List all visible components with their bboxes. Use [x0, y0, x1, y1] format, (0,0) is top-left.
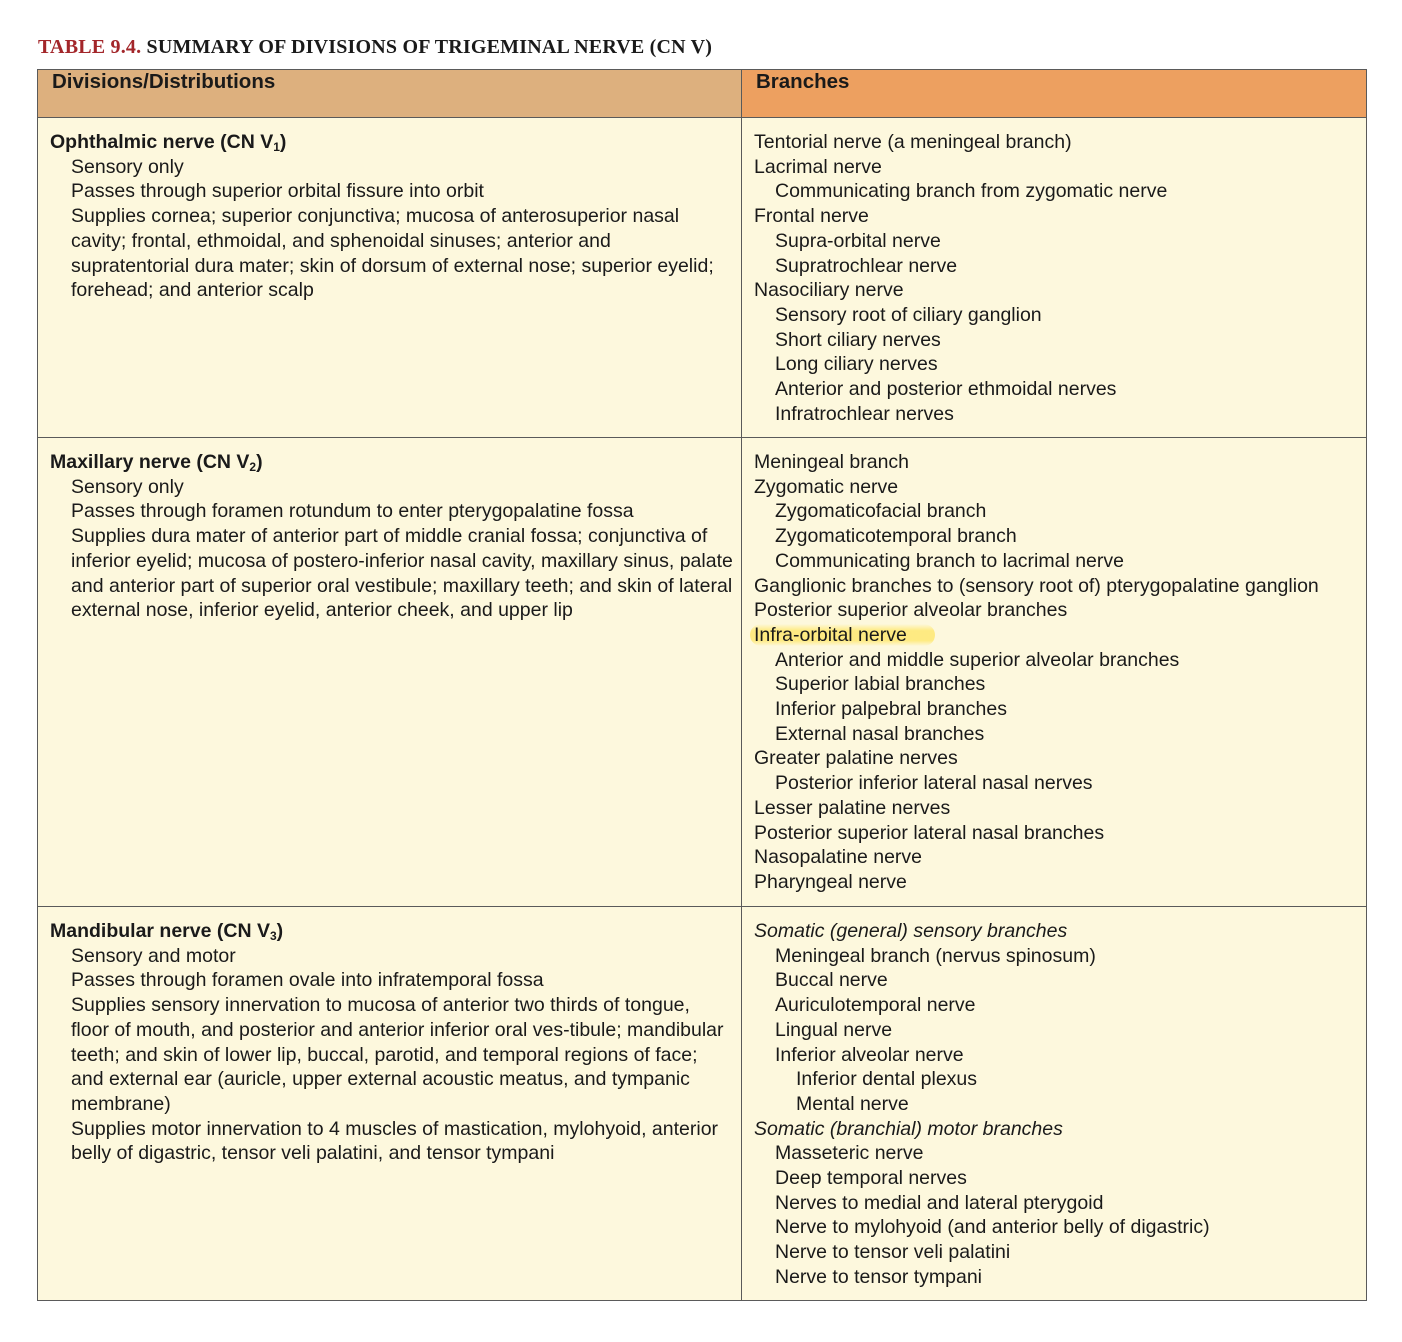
branch-item: Pharyngeal nerve — [754, 870, 907, 893]
branch-item: Ganglionic branches to (sensory root of) pterygopalatine ganglion — [754, 574, 1319, 597]
table-row-ophthalmic — [38, 118, 1367, 438]
division-detail: Supplies sensory innervation to mucosa of anterior two thirds of tongue, floor of mouth, and posterior and anterior inferior oral ves-tibule; mandibular teeth; and skin of lower lip, buccal, parotid, and temporal regions of face; and external ear (auricle, upper external acoustic meatus, and tympanic membrane) — [71, 994, 724, 1115]
table-caption — [38, 36, 712, 59]
branch-item: Anterior and middle superior alveolar branches — [775, 648, 1180, 671]
branch-item: Inferior dental plexus — [796, 1068, 978, 1091]
header-branches: Branches — [742, 70, 1367, 118]
branch-item: Infratrochlear nerves — [775, 402, 954, 425]
branch-item: Tentorial nerve (a meningeal branch) — [754, 131, 1072, 153]
branch-group-heading: Somatic (branchial) motor branches — [754, 1117, 1063, 1140]
branch-group-heading: Somatic (general) sensory branches — [754, 920, 1068, 942]
branch-item: Long ciliary nerves — [775, 353, 938, 376]
branch-item: Lingual nerve — [775, 1018, 893, 1041]
branch-item: Communicating branch to lacrimal nerve — [775, 549, 1124, 572]
division-cell-maxillary — [38, 438, 742, 907]
branch-item: Auriculotemporal nerve — [775, 994, 976, 1017]
division-detail: Sensory only — [71, 475, 184, 498]
branch-item: Nerve to mylohyoid (and anterior belly of digastric) — [775, 1216, 1210, 1239]
branch-cell-mandibular — [742, 907, 1367, 1301]
branch-item: Supratrochlear nerve — [775, 254, 958, 277]
branch-cell-maxillary — [742, 438, 1367, 907]
branch-item: Inferior alveolar nerve — [775, 1043, 964, 1066]
branch-item: Frontal nerve — [754, 205, 869, 228]
branch-item: Communicating branch from zygomatic nerve — [775, 180, 1168, 203]
branch-item: Zygomaticofacial branch — [775, 500, 987, 523]
branch-cell-ophthalmic — [742, 118, 1367, 438]
division-detail: Supplies dura mater of anterior part of middle cranial fossa; conjunctiva of inferior eyelid; mucosa of postero-inferior nasal cavity, maxillary sinus, palate and anterior part of superior oral vestibule; maxillary teeth; and skin of lateral external nose, inferior eyelid, anterior cheek, and upper lip — [71, 525, 733, 622]
branch-item: Lesser palatine nerves — [754, 796, 951, 819]
trigeminal-summary-table — [37, 69, 1367, 1301]
branch-item: Sensory root of ciliary ganglion — [775, 303, 1042, 326]
division-detail: Supplies motor innervation to 4 muscles of mastication, mylohyoid, anterior belly of digastric, tensor veli palatini, and tensor tympani — [71, 1117, 719, 1165]
branch-item: Buccal nerve — [775, 969, 888, 992]
branch-item: Greater palatine nerves — [754, 747, 958, 770]
division-detail: Passes through foramen rotundum to enter pterygopalatine fossa — [71, 500, 634, 523]
branch-item: Nerve to tensor tympani — [775, 1265, 983, 1288]
division-detail: Passes through foramen ovale into infratemporal fossa — [71, 969, 544, 992]
branch-item: Deep temporal nerves — [775, 1167, 967, 1190]
branch-item: Nerves to medial and lateral pterygoid — [775, 1191, 1104, 1214]
branch-item: Mental nerve — [796, 1092, 909, 1115]
branch-item: Nasopalatine nerve — [754, 846, 923, 869]
division-cell-mandibular — [38, 907, 742, 1301]
branch-item: Short ciliary nerves — [775, 328, 941, 351]
branch-item: Posterior superior alveolar branches — [754, 599, 1068, 622]
table-title: SUMMARY OF DIVISIONS OF TRIGEMINAL NERVE (CN V) — [146, 36, 713, 58]
branch-item: Nasociliary nerve — [754, 279, 904, 302]
branch-item: Zygomaticotemporal branch — [775, 525, 1017, 548]
table-row-mandibular — [38, 907, 1367, 1301]
branch-item: Lacrimal nerve — [754, 155, 882, 178]
division-title: Mandibular nerve (CN $V_3$) — [50, 920, 284, 943]
branch-item: Posterior inferior lateral nasal nerves — [775, 772, 1093, 795]
division-cell-ophthalmic — [38, 118, 742, 438]
branch-item: Masseteric nerve — [775, 1142, 924, 1165]
table-row-maxillary — [38, 438, 1367, 907]
division-detail: Supplies cornea; superior conjunctiva; mucosa of anterosuperior nasal cavity; frontal, ethmoidal, and sphenoidal sinuses; anterior and supratentorial dura mater; skin of dorsum of external nose; superior eyelid; forehead; and anterior scalp — [71, 205, 714, 302]
highlight-mark: Infra-orbital nerve — [750, 624, 935, 646]
division-title: Maxillary nerve (CN $V_2$) — [50, 451, 263, 474]
branch-item: Superior labial branches — [775, 673, 986, 696]
branch-item-highlighted — [754, 623, 1358, 648]
branch-item: Supra-orbital nerve — [775, 229, 941, 252]
branch-item: Inferior palpebral branches — [775, 698, 1007, 721]
branch-item: Zygomatic nerve — [754, 475, 899, 498]
division-detail: Passes through superior orbital fissure into orbit — [71, 180, 484, 203]
branch-item: Anterior and posterior ethmoidal nerves — [775, 378, 1117, 401]
division-title: Ophthalmic nerve (CN $V_1$) — [50, 131, 287, 154]
division-detail: Sensory only — [71, 155, 184, 178]
branch-item: External nasal branches — [775, 722, 985, 745]
table-number: TABLE 9.4. — [38, 36, 142, 58]
branch-item: Meningeal branch — [754, 451, 910, 473]
branch-item: Meningeal branch (nervus spinosum) — [775, 944, 1096, 967]
header-row — [38, 70, 1367, 118]
branch-item: Posterior superior lateral nasal branches — [754, 821, 1105, 844]
branch-item: Nerve to tensor veli palatini — [775, 1241, 1011, 1264]
header-divisions: Divisions/Distributions — [38, 70, 742, 118]
division-detail: Sensory and motor — [71, 944, 236, 967]
